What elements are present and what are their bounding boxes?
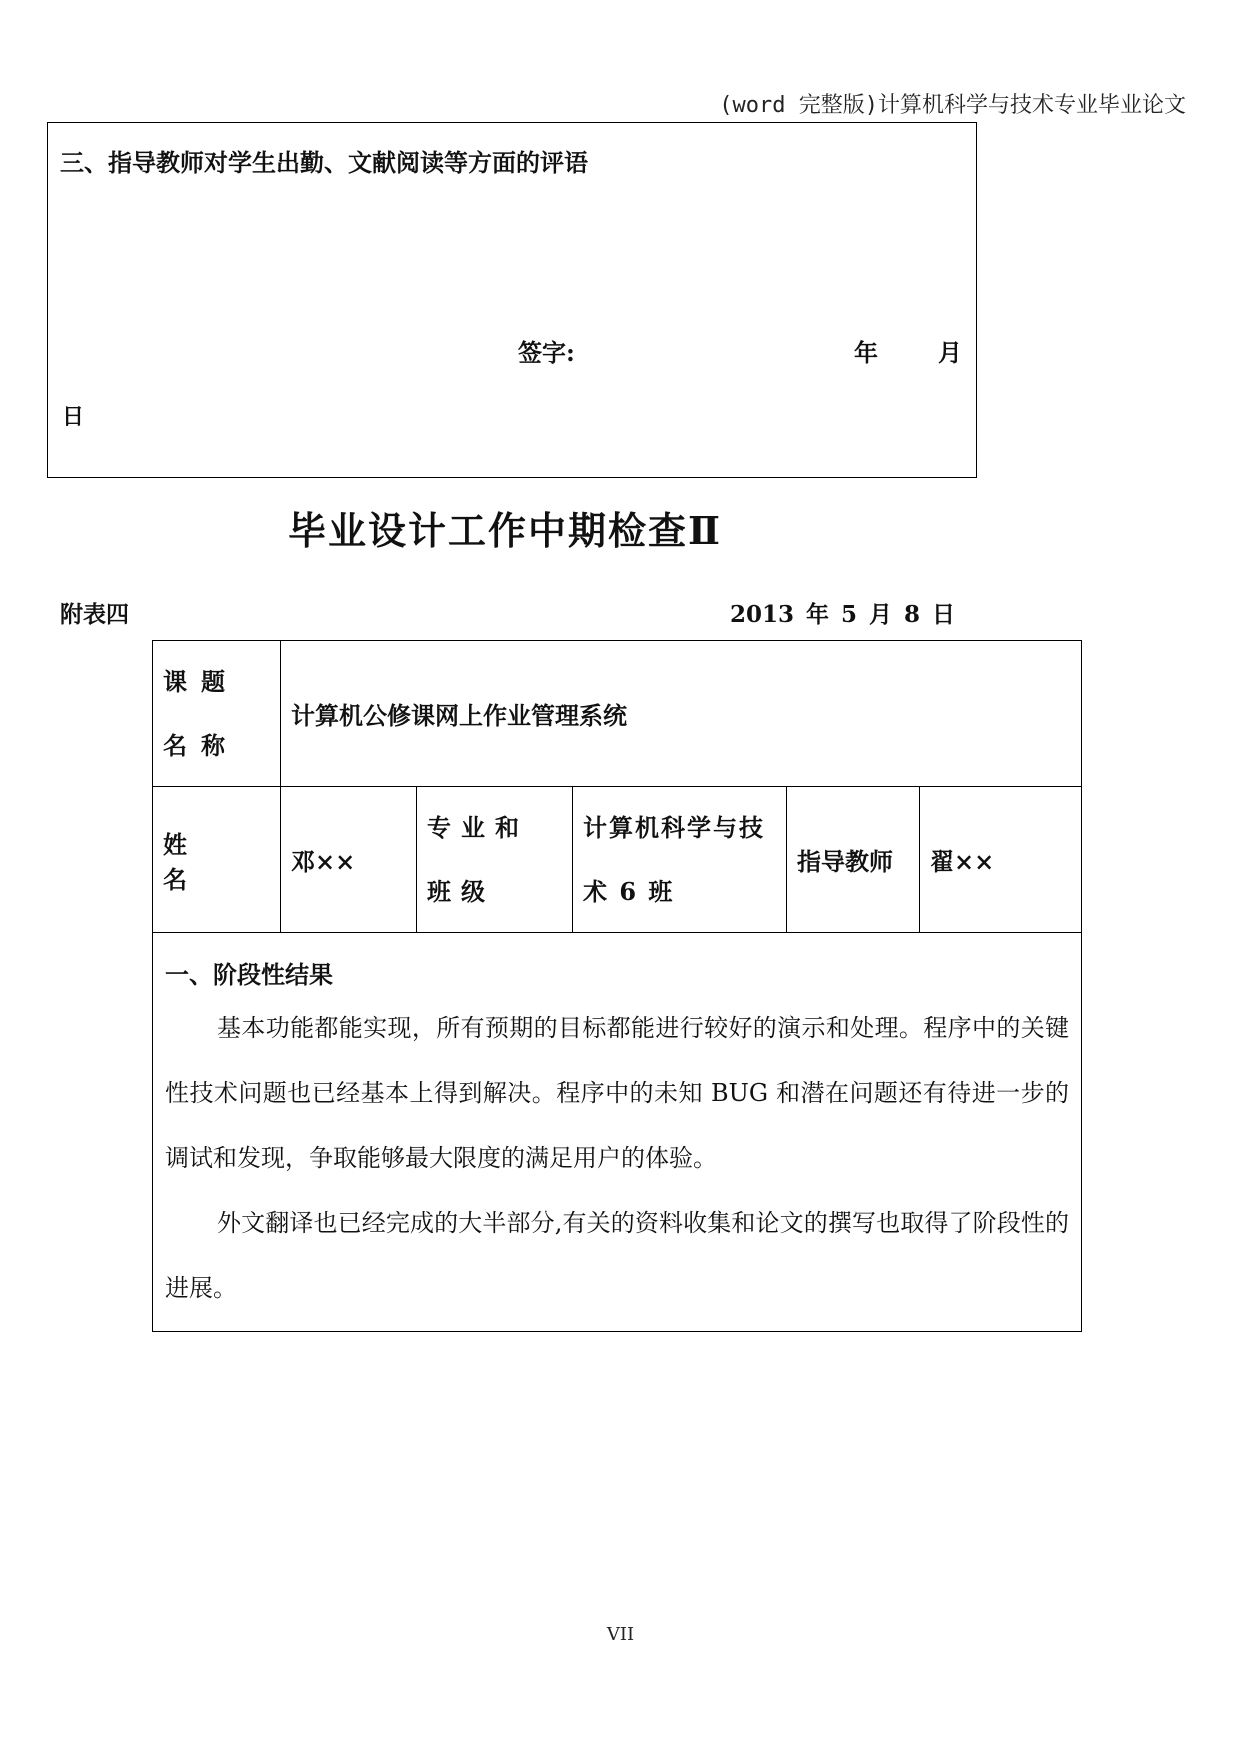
results-row <box>153 933 1082 1332</box>
year-label: 年 <box>854 338 878 367</box>
name-label-text: 姓名 <box>163 829 255 894</box>
month-label: 月 <box>938 338 962 367</box>
topic-label: 课题名称 <box>163 666 239 760</box>
topic-label-cell <box>153 641 281 787</box>
results-cell <box>153 933 1082 1332</box>
major-value-cell <box>573 787 787 933</box>
appendix-label: 附表四 <box>60 601 129 628</box>
name-label-cell <box>153 787 281 933</box>
name-label <box>163 825 270 895</box>
advisor-value: 翟×× <box>930 847 995 876</box>
topic-value-cell <box>281 641 1082 787</box>
advisor-comment-box <box>47 122 977 478</box>
topic-row <box>153 641 1082 787</box>
name-value-cell <box>281 787 417 933</box>
major-label: 专业和班级 <box>427 812 529 906</box>
name-value: 邓×× <box>291 847 356 876</box>
advisor-value-cell <box>920 787 1082 933</box>
topic-value: 计算机公修课网上作业管理系统 <box>291 701 627 730</box>
midterm-check-form <box>152 640 1082 1332</box>
advisor-label: 指导教师 <box>797 847 893 876</box>
results-title: 一、阶段性结果 <box>165 960 333 989</box>
advisor-label-cell <box>787 787 920 933</box>
signature-label: 签字: <box>518 338 575 367</box>
major-value: 计算机科学与技术 6 班 <box>583 812 765 906</box>
page-number: VII <box>606 1624 635 1645</box>
section-title: 毕业设计工作中期检查Ⅱ <box>287 508 723 553</box>
results-paragraph-1: 基本功能都能实现，所有预期的目标都能进行较好的演示和处理。程序中的关键性技术问题也已经基本上得到解决。程序中的未知 BUG 和潜在问题还有待进一步的调试和发现，争取能够最大限度的满足用户的体验。 <box>165 1014 1070 1172</box>
results-paragraph-2: 外文翻译也已经完成的大半部分,有关的资料收集和论文的撰写也取得了阶段性的进展。 <box>165 1209 1070 1302</box>
comment-box-title: 三、指导教师对学生出勤、文献阅读等方面的评语 <box>60 148 588 177</box>
form-date: 2013 年 5 月 8 日 <box>730 601 956 628</box>
major-label-cell <box>417 787 573 933</box>
document-header: (word 完整版)计算机科学与技术专业毕业论文 <box>719 93 1186 118</box>
student-info-row <box>153 787 1082 933</box>
day-label: 日 <box>62 404 85 430</box>
